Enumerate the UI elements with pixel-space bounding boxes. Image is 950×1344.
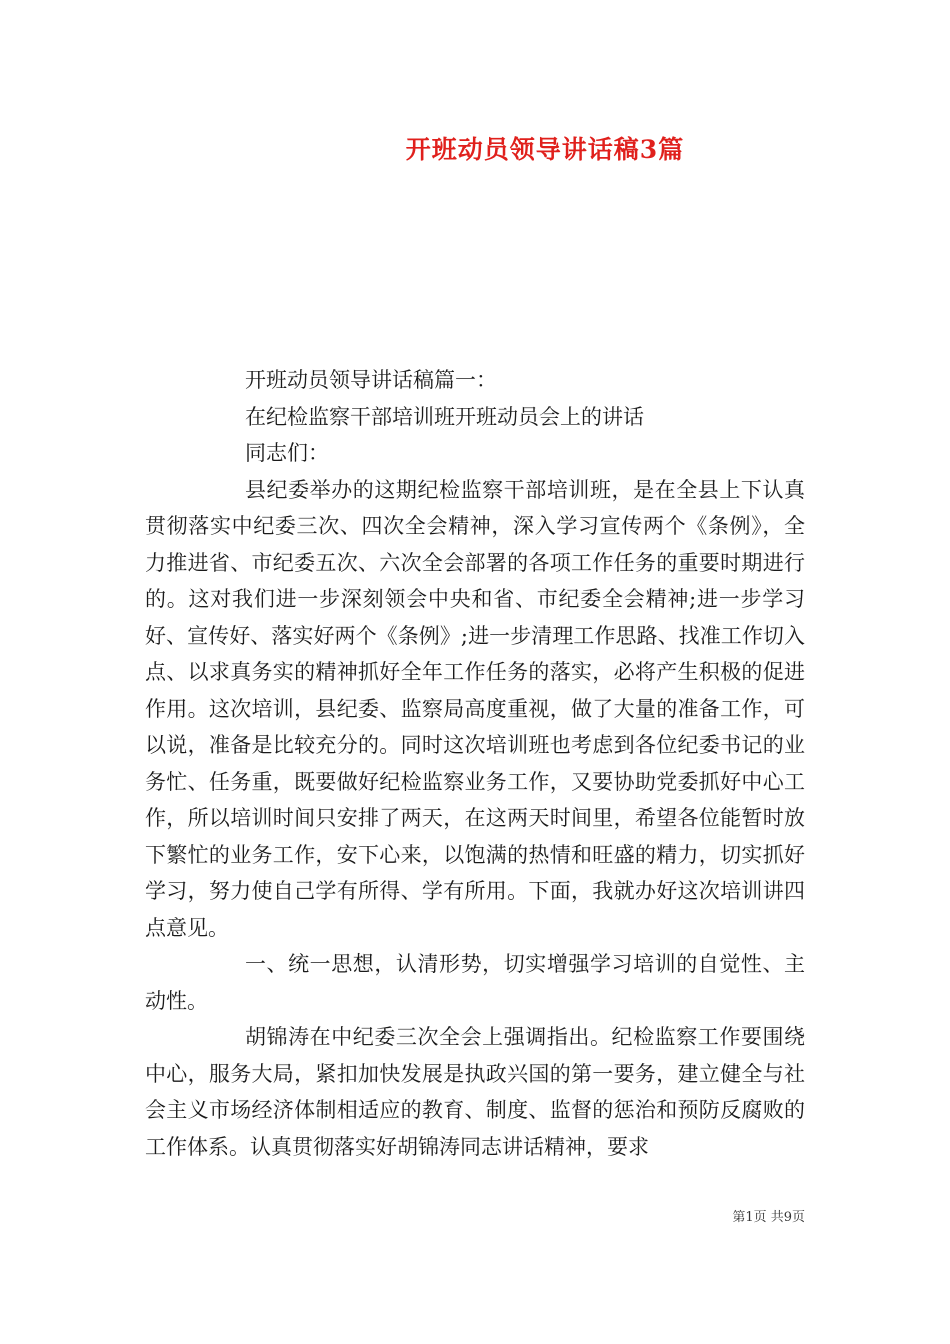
- section-heading: 开班动员领导讲话稿篇一：: [245, 368, 497, 392]
- page-number: 第1页 共9页: [732, 1210, 805, 1225]
- speech-title: 在纪检监察干部培训班开班动员会上的讲话: [245, 404, 644, 429]
- document-body: [145, 362, 805, 1165]
- paragraph-intro: 县纪委举办的这期纪检监察干部培训班，是在全县上下认真贯彻落实中纪委三次、四次全会精神，深入学习宣传两个《条例》，全力推进省、市纪委五次、六次全会部署的各项工作任务的重要时期进行的。这对我们进一步深刻领会中央和省、市纪委全会精神;进一步学习好、宣传好、落实好两个《条例》;进一步清理工作思路、找准工作切入点、以求真务实的精神抓好全年工作任务的落实，必将产生积极的促进作用。这次培训，县纪委、监察局高度重视，做了大量的准备工作，可以说，准备是比较充分的。同时这次培训班也考虑到各位纪委书记的业务忙、任务重，既要做好纪检监察业务工作，又要协助党委抓好中心工作，所以培训时间只安排了两天，在这两天时间里，希望各位能暂时放下繁忙的业务工作，安下心来，以饱满的热情和旺盛的精力，切实抓好学习，努力使自己学有所得、学有所用。下面，我就办好这次培训讲四点意见。: [145, 477, 805, 940]
- document-title: 开班动员领导讲话稿3篇: [405, 135, 685, 164]
- paragraph-hu-speech: 胡锦涛在中纪委三次全会上强调指出。纪检监察工作要围绕中心，服务大局，紧扣加快发展是执政兴国的第一要务，建立健全与社会主义市场经济体制相适应的教育、制度、监督的惩治和预防反腐败的工作体系。认真贯彻落实好胡锦涛同志讲话精神，要求: [145, 1025, 805, 1159]
- paragraph-point-one: 一、统一思想，认清形势，切实增强学习培训的自觉性、主动性。: [145, 952, 805, 1013]
- salutation: 同志们：: [245, 441, 329, 465]
